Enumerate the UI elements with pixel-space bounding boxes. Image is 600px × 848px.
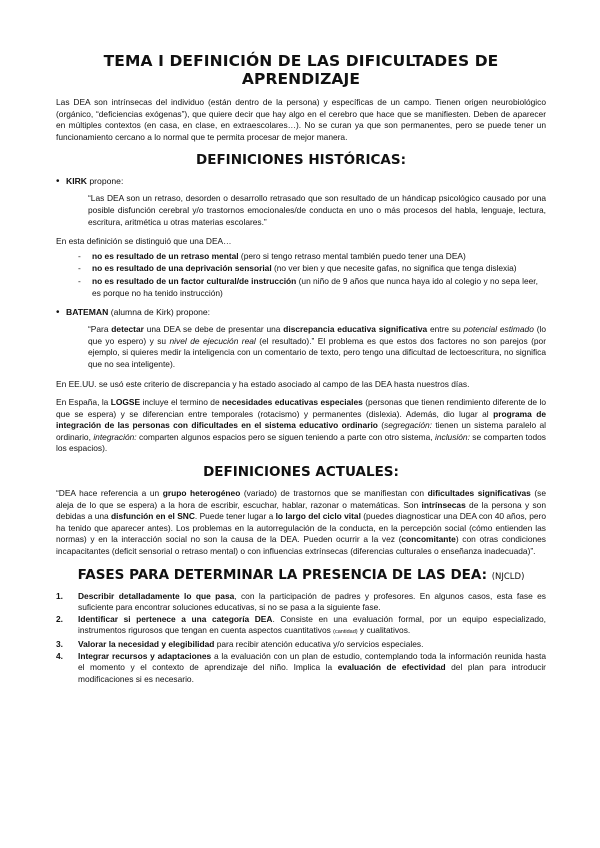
bold-text: intrínsecas — [421, 499, 466, 510]
phase-number: 2. — [56, 613, 63, 624]
actuales-paragraph: “DEA hace referencia a un grupo heterogéneo (variado) de trastornos que se manifiestan con dificultades significativas (se aleja de lo que se espera) a la hora de escribir, escuchar, hablar, razonar o matemáticas. Son intrínsecas de la persona y son debidas a una disfunción en el SNC. Puede tener lugar a lo largo del ciclo vital (puedes diagnosticar una DEA con 40 años, pero ha tenido que aparecer antes). Los problemas en la autorregulación de la conducta, en la percepción social (cómo entienden las normas) y en la interacción social no son la causa de la DEA. Pueden ocurrir a la vez (concomitante) con otras condiciones incapacitantes (deficit sensorial o retraso mental) o con influencias extrínsecas (diferencias culturales o enseñanza inadecuada)”. — [56, 488, 546, 557]
bold-text: KIRK — [66, 176, 88, 187]
fases-heading-text: FASES PARA DETERMINAR LA PRESENCIA DE LAS DEA: — [77, 566, 487, 583]
page-title: TEMA I DEFINICIÓN DE LAS DIFICULTADES DE APRENDIZAJE — [103, 52, 499, 88]
bullet-icon: • — [56, 307, 60, 319]
section-heading-historicas: DEFINICIONES HISTÓRICAS: — [196, 152, 406, 169]
espana-paragraph: En España, la LOGSE incluye el termino de necesidades educativas especiales (personas que tienen rendimiento diferente de lo que se espera) y se diferencian entre temporales (rotacismo) y permanentes (dislexia). Además, dio lugar al programa de integración de las personas con dificultades en el sistema educativo ordinario (segregación: tienen un sistema paralelo al ordinario, integración: comparten algunos espacios pero se siguen teniendo a parte con otro sistema, inclusión: se comparten todos los espacios). — [56, 397, 546, 454]
small-note: (cantidad) — [333, 629, 358, 636]
phase-text: Identificar si pertenece a una categoría DEA. Consiste en una evaluación formal, por un equipo especializado, instrumentos rigurosos que tengan en cuenta aspectos cuantitativos (cantidad) y cualitativos. — [78, 613, 546, 636]
italic-text: integración: — [93, 431, 137, 442]
bold-text: detectar — [111, 324, 144, 335]
bullet-icon: • — [56, 176, 60, 188]
bold-text: Integrar recursos y adaptaciones — [78, 650, 212, 661]
bold-text: Identificar si pertenece a una categoría DEA — [78, 613, 273, 624]
italic-text: nivel de ejecución real — [169, 335, 256, 346]
dash-marker: - — [78, 250, 81, 261]
italic-text: potencial estimado — [463, 324, 534, 335]
dash-list — [78, 251, 546, 299]
bold-text: Valorar la necesidad y elegibilidad — [78, 639, 215, 649]
bateman-quote: “Para detectar una DEA se debe de presentar una discrepancia educativa significativa entre su potencial estimado (lo que yo espero) y su nivel de ejecución real (el resultado).” El problema es que estos dos factores no son parejos (por ejemplo, si quieres medir la inteligencia con un comentario de texto, pero tengo una dificultad de lectoescritura, no significa que no sea inteligente). — [88, 324, 546, 369]
dash-item-text: no es resultado de una deprivación sensorial (no ver bien y que necesite gafas, no significa que tenga dislexia) — [92, 263, 517, 274]
phase-text: Valorar la necesidad y elegibilidad para recibir atención educativa y/o servicios especiales. — [78, 639, 424, 649]
bold-text: evaluación de efectividad — [337, 662, 446, 673]
bold-text: grupo heterogéneo — [162, 488, 241, 499]
bold-text: programa de integración de las personas con dificultades en el sistema educativo ordinario — [56, 408, 546, 431]
dash-item — [78, 251, 546, 263]
bold-text: disfunción en el SNC — [111, 511, 195, 522]
eeuu-paragraph: En EE.UU. se usó este criterio de discrepancia y ha estado asociado al campo de las DEA hasta nuestros días. — [56, 378, 470, 389]
phase-text: Describir detalladamente lo que pasa, con la participación de padres y profesores. En algunos casos, esta fase es suficiente para encontrar soluciones educativas, si no se pasa a la siguiente fase. — [78, 590, 546, 613]
bold-text: dificultades significativas — [427, 488, 531, 499]
kirk-heading — [56, 176, 546, 187]
dash-item — [78, 263, 546, 275]
kirk-quote: “Las DEA son un retraso, desorden o desarrollo retrasado que son resultado de un hándicap psicológico causado por una posible disfunción cerebral y/o trastornos emocionales/de conducta en uno o más procesos del habla, lenguaje, lectura, escritura, aritmética u otras materias escolares.” — [88, 193, 546, 227]
dash-marker: - — [78, 275, 81, 286]
phases-list — [56, 591, 546, 686]
bold-text: BATEMAN — [66, 307, 109, 318]
bold-text: LOGSE — [110, 397, 141, 408]
bateman-heading — [56, 307, 546, 318]
italic-text: inclusión: — [434, 431, 470, 442]
phase-item — [56, 651, 546, 686]
section-heading-actuales: DEFINICIONES ACTUALES: — [203, 464, 399, 481]
bold-text: no es resultado de una deprivación sensorial — [92, 263, 272, 274]
italic-text: segregación: — [384, 420, 432, 431]
phase-number: 4. — [56, 650, 63, 661]
bold-text: no es resultado de un factor cultural/de instrucción — [92, 275, 297, 286]
dash-item-text: no es resultado de un factor cultural/de instrucción (un niño de 9 años que nunca haya ido al colegio y no sepa leer, es porque no ha tenido instrucción) — [92, 275, 538, 298]
dash-item-text: no es resultado de un retraso mental (pero si tengo retraso mental también puedo tener una DEA) — [92, 250, 466, 261]
section-heading-fases — [56, 567, 546, 583]
phase-number: 1. — [56, 590, 63, 601]
bold-text: lo largo del ciclo vital — [275, 511, 361, 522]
bold-text: Describir detalladamente lo que pasa — [78, 590, 235, 601]
bold-text: discrepancia educativa significativa — [283, 324, 428, 335]
bateman-heading-text: BATEMAN (alumna de Kirk) propone: — [66, 307, 211, 318]
distingue-paragraph: En esta definición se distinguió que una DEA… — [56, 236, 232, 247]
phase-item — [56, 614, 546, 639]
phase-item — [56, 591, 546, 614]
dash-item — [78, 276, 546, 299]
phase-item — [56, 639, 546, 651]
bold-text: concomitante — [401, 534, 456, 545]
intro-paragraph: Las DEA son intrínsecas del individuo (están dentro de la persona) y específicas de un campo. Tienen origen neurobiológico (orgánico, “deficiencias exógenas”), que quiere decir que hay algo en el cerebro que hace que se manifiesten. Deben de aparecer en múltiples contextos (en casa, en clase, en extraescolares…). No se curan ya que son permanentes, pero se puede tener un funcionamiento cercano a lo normal que te permita procesar de mejor manera. — [56, 97, 546, 142]
document-page — [56, 52, 546, 685]
dash-marker: - — [78, 263, 81, 274]
bold-text: necesidades educativas especiales — [222, 397, 363, 408]
kirk-heading-text: KIRK propone: — [66, 176, 124, 187]
fases-heading-note: (NJCLD) — [491, 571, 525, 582]
phase-text: Integrar recursos y adaptaciones a la evaluación con un plan de estudio, contemplando toda la información reunida hasta el momento y el contexto de aprendizaje del niño. Implica la evaluación de efectividad del plan para introducir modificaciones si es necesario. — [78, 650, 547, 684]
bold-text: no es resultado de un retraso mental — [92, 250, 239, 261]
phase-number: 3. — [56, 639, 63, 649]
